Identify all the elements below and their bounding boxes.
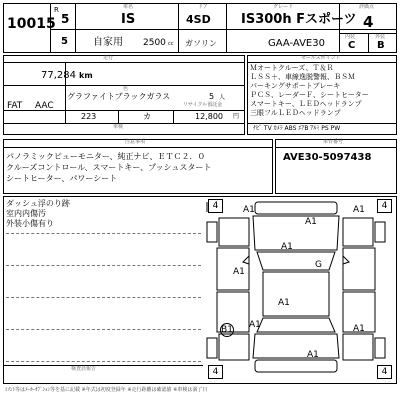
remark-line: 外装小傷有り [6,219,54,228]
usage: 自家用 [93,37,123,48]
sales-point-line: Ｍオートクルーズ、Ｔ＆Ｒ [250,64,334,72]
sales-point-line: スマートキー、ＬＥＤヘッドランプ [250,100,362,108]
damage-mark: A1 [278,298,290,308]
remark-line: ダッシュ浮のり跡 [6,199,70,208]
hdr-int: 内装 [345,34,356,40]
cert-code: カ [143,112,151,121]
r-mark: R [54,6,59,14]
fuel: ガソリン [185,39,217,48]
remark-line: 室内内傷汚 [6,209,46,218]
body-type: 4SD [186,13,211,26]
model-name: IS300h Fスポーツ [241,12,357,27]
hdr-ext: 外装 [375,34,386,40]
interior-score: C [348,40,356,51]
damage-mark: A1 [281,242,293,252]
recycle-fee: 12,800 [195,112,223,121]
hdr-color: 色 [123,86,129,92]
color-code: 223 [81,112,97,121]
hdr-maker: 車名 [123,4,134,10]
damage-mark: A1 [307,350,319,360]
tire-box: 4 [377,199,392,213]
equipment-list: ﾅﾋﾞ TV ｶﾒﾗ ABS ｴｱB ｱﾙﾐ PS PW [253,125,341,132]
vin-label: 車台番号 [323,139,344,145]
hdr-tax: リサイクル預託金 [183,102,223,108]
cc-unit: cc [168,41,174,47]
damage-mark: A1 [305,217,317,227]
vin-number: AVE30-5097438 [283,152,372,163]
seats-unit: 人 [219,94,226,101]
exterior-score: B [377,40,385,51]
notes-line: パノラミックビューモニター、純正ナビ、ＥＴＣ２．０ [6,152,206,161]
seats: 5 [209,92,215,101]
sales-point-line: ＰＣＳ、レーダーＦ、シートヒーター [250,91,369,99]
damage-mark: G [315,260,322,270]
damage-mark-circle: B1 [221,325,233,335]
mileage: 77,284 [41,70,76,81]
car-diagram [203,198,395,382]
sales-point-line: パーキングサポートブレーキ [250,82,341,90]
remarks-lines [6,199,70,229]
inspection-sheet [3,3,397,397]
transmission: FAT [7,101,23,111]
recycle-unit: 円 [233,113,240,120]
hdr-vehicle: 車検 [113,124,124,130]
sales-point-lines [250,64,396,118]
ac-type: AAC [35,101,54,111]
notes-line: クルーズコントロール、スマートキー、プッシュスタート [6,163,212,172]
hdr-mileage: 走行 [103,55,114,61]
hdr-score: 評価点 [359,4,375,10]
tire-box: 4 [377,365,392,379]
score: 4 [363,13,374,31]
sales-point-line: ＬＳＳ＋、車線逸脱警報、ＢＳＭ [250,73,355,81]
notes-lines [6,151,272,184]
body-color: グラファイトブラックガラス [67,92,171,101]
damage-mark: A1 [353,324,365,334]
displacement: 2500 [143,38,166,48]
make: IS [121,12,136,27]
footer-note: ｺﾒﾝﾄ等はﾒｰｶｰｵﾌﾟｼｮﾝ等を基に記載 ※年式は初度登録年 ※走行距離は確認値 ※車検は満了日 [5,387,208,393]
notes-line: シートヒーター、パワーシート [6,174,118,183]
hdr-grade: グレード [273,4,294,10]
mileage-unit: km [79,71,93,80]
model-code: GAA-AVE30 [268,38,325,49]
tire-box: 4 [208,199,223,213]
notes-title: 注意事項 [125,139,146,145]
damage-mark: A1 [249,320,261,330]
month-digit: 5 [61,36,68,47]
sales-point-line: 三眼フルＬＥＤヘッドランプ [250,109,341,117]
damage-mark: A1 [353,205,365,215]
lot-number: 10015 [7,16,56,32]
hdr-body: ドア [198,4,208,10]
damage-mark: A1 [243,205,255,215]
damage-mark: A1 [233,267,245,277]
tire-box: 4 [208,365,223,379]
inspector-title: 検査員報告 [71,366,97,372]
sales-point-title: セールスポイント [301,55,341,61]
year-digit: 5 [61,12,70,26]
